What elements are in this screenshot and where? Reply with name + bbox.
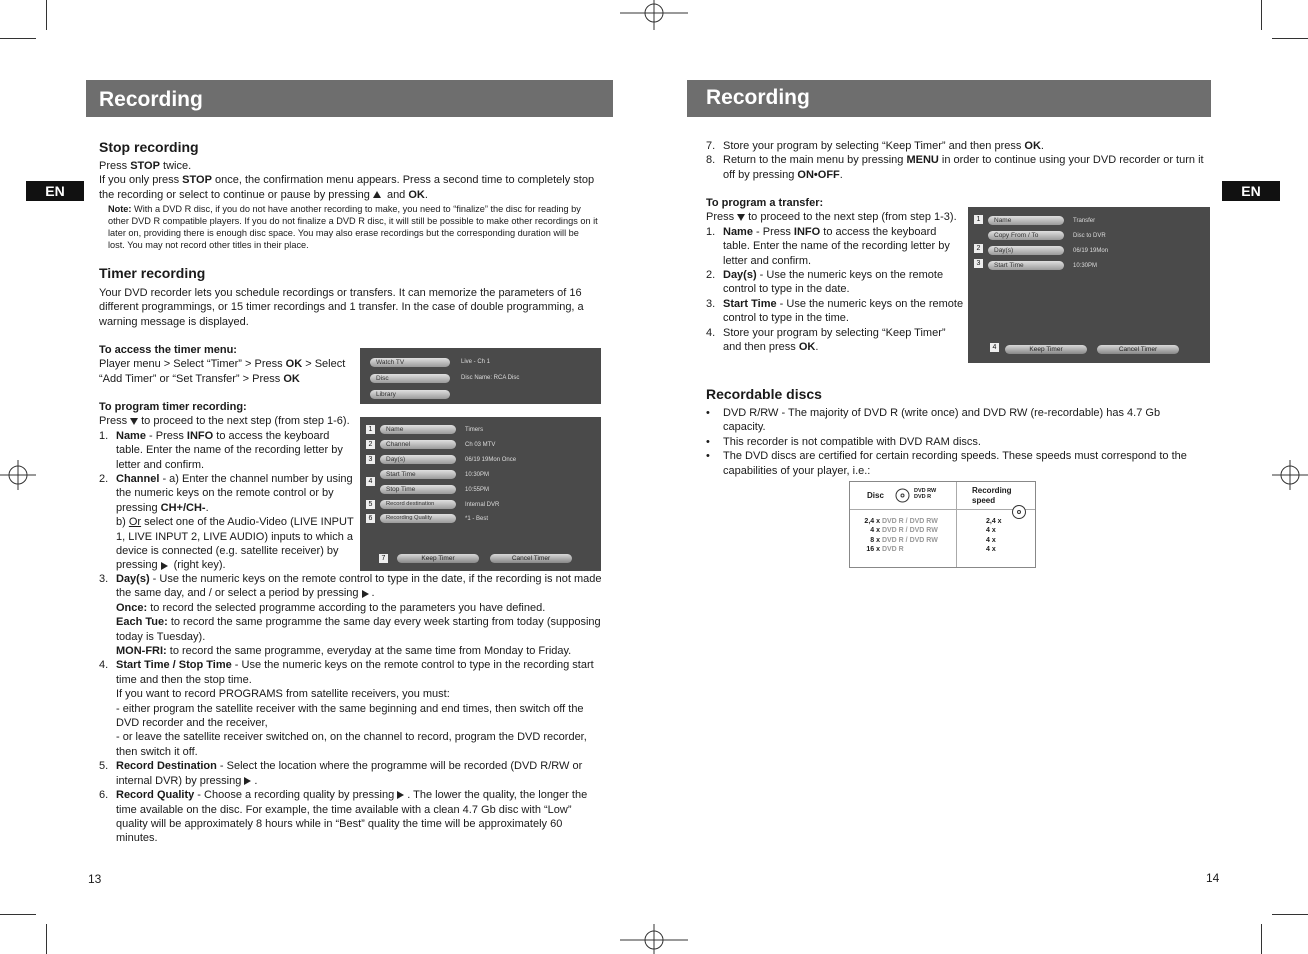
- list-item: 4. Store your program by selecting “Keep Timer” and then press OK.: [706, 326, 946, 354]
- language-tab: EN: [1222, 181, 1280, 201]
- timer-field-start-time: Start Time: [380, 470, 456, 479]
- menu-item-library: Library: [370, 390, 450, 399]
- list-item: 1. Name - Press INFO to access the keyboard table. Enter the name of the recording letter by letter and confirm.: [706, 225, 950, 267]
- cancel-timer-button: Cancel Timer: [1097, 345, 1179, 354]
- cancel-timer-button: Cancel Timer: [490, 554, 572, 563]
- list-item: 4. Start Time / Stop Time - Use the numeric keys on the remote control to type in the recording start time and then the stop time. If you want to record PROGRAMS from satellite receivers, you must: - either program the satellite receiver with the same beginning and end times, then switch off the DVD recorder and the receiver, - or leave the satellite receiver switched on, on the channel to record, program the DVD recorder, then switch it off.: [99, 659, 594, 758]
- down-arrow-icon: [737, 214, 745, 221]
- section-title-recordable-discs: Recordable discs: [706, 386, 822, 402]
- menu-item-watch-tv: Watch TV: [370, 358, 450, 367]
- list-item: 1. Name - Press INFO to access the keyboard table. Enter the name of the recording letter by letter and confirm.: [99, 429, 343, 471]
- program-transfer-steps: To program a transfer: Press to proceed to the next step (from step 1-3). 1. Name - Press INFO to access the keyboard table. Enter the name of the recording letter by letter and confirm. 2. Day(s) - Use the numeric keys on the remote control to type in the date. 3. Start Time - Use the numeric keys on the remote control to type in the time. 4. Store your program by selecting “Keep Timer” and then press OK.: [706, 197, 964, 354]
- transfer-field-name: Name: [988, 216, 1064, 225]
- timer-field-recording-quality: Recording Quality: [380, 514, 456, 523]
- transfer-field-start-time: Start Time: [988, 261, 1064, 270]
- access-timer-menu: To access the timer menu: Player menu > Select “Timer” > Press OK > Select “Add Timer” or “Set Transfer” > Press OK: [99, 344, 346, 385]
- table-header-disc: Disc: [867, 491, 884, 500]
- disc-icon: [895, 488, 910, 503]
- list-item: 2. Channel - a) Enter the channel number by using the numeric keys on the remote control or by pressing CH+/CH-. b) Or select one of the Audio-Video (LIVE INPUT 1, LIVE INPUT 2, LIVE AUDIO) inputs to which a device is connected (e.g. satellite receiver) by pressing (right key).: [99, 473, 354, 572]
- crop-mark: [46, 924, 47, 954]
- up-arrow-icon: [373, 191, 381, 198]
- step-number: 4: [366, 477, 375, 486]
- timer-field-record-destination: Record destination: [380, 500, 456, 509]
- right-arrow-icon: [244, 777, 251, 785]
- list-item: • This recorder is not compatible with DVD RAM discs.: [706, 435, 981, 448]
- timer-value: 10:30PM: [465, 472, 490, 478]
- step-number: 2: [366, 440, 375, 449]
- step-number: 3: [366, 455, 375, 464]
- page-number: 13: [88, 872, 102, 886]
- page-number: 14: [1206, 871, 1220, 885]
- stop-recording-text: Press STOP twice. If you only press STOP once, the confirmation menu appears. Press a second time to completely stop the recording or select to continue or pause by pressing and OK. Note: With a DVD R disc, if you do not have another recording to make, you need to “finalize” the disc for reading by other DVD R compatible players. If you do not finalize a DVD R disc, it will still be possible to make other recordings on it later on, providing there is enough disc space. You may also erase recordings but the corresponding duration will be lost. You may not record other titles in their place.: [99, 160, 598, 250]
- menu-value: Live - Ch 1: [461, 359, 491, 365]
- crop-mark: [1272, 914, 1308, 915]
- step-number: 5: [366, 500, 375, 509]
- transfer-field-days: Day(s): [988, 246, 1064, 255]
- registration-mark: [1272, 460, 1308, 490]
- transfer-value: Transfer: [1073, 218, 1096, 224]
- list-item: 8. Return to the main menu by pressing MENU in order to continue using your DVD recorder or turn it off by pressing ON•OFF.: [706, 154, 1204, 181]
- recordable-discs-list: [706, 406, 1201, 478]
- table-row: 8 x DVD R / DVD RW: [870, 536, 938, 544]
- list-item: 7. Store your program by selecting “Keep Timer” and then press OK.: [706, 140, 1044, 152]
- transfer-value: Disc to DVR: [1073, 233, 1106, 239]
- registration-mark: [0, 460, 36, 490]
- down-arrow-icon: [130, 418, 138, 425]
- step-number: 4: [990, 343, 999, 352]
- crop-mark: [1272, 38, 1308, 39]
- table-row: 16 x DVD R: [866, 545, 904, 553]
- timer-steps-final: [706, 139, 1206, 182]
- transfer-field-copy-from-to: Copy From / To: [988, 231, 1064, 240]
- keep-timer-button: Keep Timer: [397, 554, 479, 563]
- list-item: • DVD R/RW - The majority of DVD R (write once) and DVD RW (re-recordable) has 4.7 Gb capacity.: [706, 407, 1161, 434]
- section-title-stop-recording: Stop recording: [99, 139, 199, 155]
- timer-field-name: Name: [380, 425, 456, 434]
- crop-mark: [0, 914, 36, 915]
- timer-value: Internal DVR: [465, 502, 500, 508]
- page-header: Recording: [687, 80, 1211, 117]
- menu-item-disc: Disc: [370, 374, 450, 383]
- timer-intro: Your DVD recorder lets you schedule recordings or transfers. It can memorize the parameters of 16 different programmings, or 15 timer recordings and 1 transfer. In the case of double programming, a warning message is displayed.: [99, 287, 584, 328]
- timer-value: 06/19 19Mon Once: [465, 457, 517, 463]
- keep-timer-button: Keep Timer: [1005, 345, 1087, 354]
- transfer-value: 10:30PM: [1073, 263, 1098, 269]
- list-item: 5. Record Destination - Select the location where the programme will be recorded (DVD R/RW or internal DVR) by pressing .: [99, 760, 583, 787]
- note: Note: With a DVD R disc, if you do not have another recording to make, you need to “finalize” the disc for reading by other DVD R compatible players. If you do not finalize a DVD R disc, it will still be possible to make other recordings on it later on, providing there is enough disc space. You may also erase recordings but the corresponding duration will be lost. You may not record other titles in their place.: [108, 204, 598, 250]
- crop-mark: [46, 0, 47, 30]
- step-number: 1: [366, 425, 375, 434]
- timer-field-days: Day(s): [380, 455, 456, 464]
- registration-mark: [620, 924, 688, 954]
- player-menu-screenshot: [360, 348, 601, 404]
- step-number: 3: [974, 259, 983, 268]
- right-arrow-icon: [397, 791, 404, 799]
- disc-speed-table: [849, 481, 1036, 568]
- list-item: 6. Record Quality - Choose a recording quality by pressing . The lower the quality, the longer the time available on the disc. For example, the time available with a clean 4.7 Gb disc with “Low” quality will be approximately 8 hours while in “Best” quality the time will be approximately 60 minutes.: [99, 789, 588, 845]
- timer-value: 10:55PM: [465, 487, 490, 493]
- timer-programming-screenshot: [360, 417, 601, 571]
- step-number: 6: [366, 514, 375, 523]
- right-arrow-icon: [362, 590, 369, 598]
- step-number: 1: [974, 215, 983, 224]
- table-row: 2,4 x DVD R / DVD RW: [864, 518, 938, 525]
- section-title-timer-recording: Timer recording: [99, 265, 206, 281]
- table-header-recording-speed: Recording speed: [972, 486, 1012, 505]
- list-item: 3. Start Time - Use the numeric keys on the remote control to type in the time.: [706, 297, 964, 325]
- transfer-value: 06/19 19Mon: [1073, 248, 1109, 254]
- step-number: 7: [379, 554, 388, 563]
- dvd-logos: DVD RW DVD R: [914, 488, 937, 500]
- timer-value: *1 - Best: [465, 516, 489, 522]
- language-tab: EN: [26, 181, 84, 201]
- timer-value: Ch 03 MTV: [465, 442, 496, 448]
- transfer-screenshot: [968, 207, 1210, 363]
- menu-value: Disc Name: RCA Disc: [461, 375, 520, 381]
- crop-mark: [1261, 924, 1262, 954]
- step-number: 2: [974, 244, 983, 253]
- list-item: • The DVD discs are certified for certain recording speeds. These speeds must correspond to the capabilities of your player, i.e.:: [706, 450, 1187, 477]
- timer-field-channel: Channel: [380, 440, 456, 449]
- recording-speed-values: 2,4 x 4 x 4 x 4 x: [986, 518, 1002, 553]
- crop-mark: [1261, 0, 1262, 30]
- crop-mark: [0, 38, 36, 39]
- page-header: Recording: [86, 80, 613, 117]
- list-item: 2. Day(s) - Use the numeric keys on the remote control to type in the date.: [706, 269, 944, 296]
- timer-value: Timers: [465, 427, 484, 433]
- list-item: 3. Day(s) - Use the numeric keys on the remote control to type in the date, if the recording is not made the same day, and / or select a period by pressing . Once: to record the selected programme according to the parameters you have defined. Each Tue: to record the same programme the same day every week starting from today (supposing today is Tuesday). MON-FRI: to record the same programme, everyday at the same time from Monday to Friday.: [99, 573, 602, 658]
- program-timer-steps-continued: [99, 572, 603, 846]
- disc-speed-rows: [850, 517, 956, 554]
- registration-mark: [620, 0, 688, 30]
- disc-icon: [1011, 504, 1027, 520]
- program-timer-steps: To program timer recording: Press to proceed to the next step (from step 1-6). 1. Name - Press INFO to access the keyboard table. Enter the name of the recording letter by letter and confirm. 2. Channel - a) Enter the channel number by using the numeric keys on the remote control or by pressing CH+/CH-. b) Or select one of the Audio-Video (LIVE INPUT 1, LIVE INPUT 2, LIVE AUDIO) inputs to which a device is connected (e.g. satellite receiver) by pressing (right key).: [99, 401, 354, 572]
- table-row: 4 x DVD R / DVD RW: [870, 527, 938, 535]
- timer-field-stop-time: Stop Time: [380, 485, 456, 494]
- right-arrow-icon: [161, 562, 168, 570]
